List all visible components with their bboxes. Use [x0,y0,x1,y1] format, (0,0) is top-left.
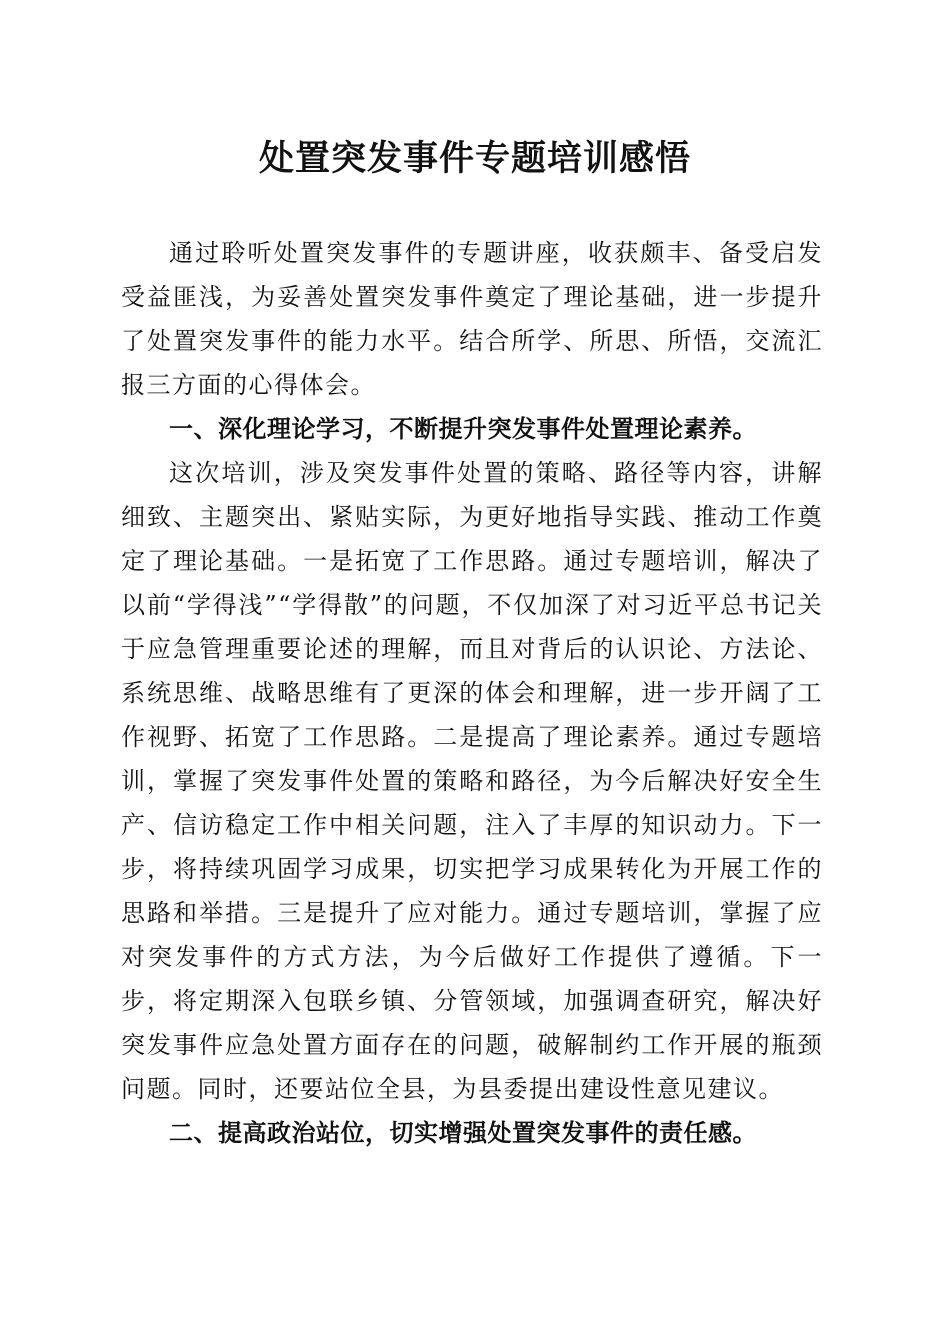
document-body [121,231,823,1155]
document-title: 处置突发事件专题培训感悟 [258,138,691,179]
section-1-heading: 一、深化理论学习，不断提升突发事件处置理论素养。 [169,415,757,443]
section-2-heading: 二、提高政治站位，切实增强处置突发事件的责任感。 [169,1119,757,1147]
section-1-paragraph: 这次培训，涉及突发事件处置的策略、路径等内容，讲解细致、主题突出、紧贴实际，为更好地指导实践、推动工作奠定了理论基础。一是拓宽了工作思路。通过专题培训，解决了以前“学得浅”“学得散”的问题，不仅加深了对习近平总书记关于应急管理重要论述的理解，而且对背后的认识论、方法论、系统思维、战略思维有了更深的体会和理解，进一步开阔了工作视野、拓宽了工作思路。二是提高了理论素养。通过专题培训，掌握了突发事件处置的策略和路径，为今后解决好安全生产、信访稳定工作中相关问题，注入了丰厚的知识动力。下一步，将持续巩固学习成果，切实把学习成果转化为开展工作的思路和举措。三是提升了应对能力。通过专题培训，掌握了应对突发事件的方式方法，为今后做好工作提供了遵循。下一步，将定期深入包联乡镇、分管领域，加强调查研究，解决好突发事件应急处置方面存在的问题，破解制约工作开展的瓶颈问题。同时，还要站位全县，为县委提出建设性意见建议。 [121,459,823,1103]
intro-paragraph: 通过聆听处置突发事件的专题讲座，收获颇丰、备受启发受益匪浅，为妥善处置突发事件奠定了理论基础，进一步提升了处置突发事件的能力水平。结合所学、所思、所悟，交流汇报三方面的心得体会。 [121,239,823,399]
